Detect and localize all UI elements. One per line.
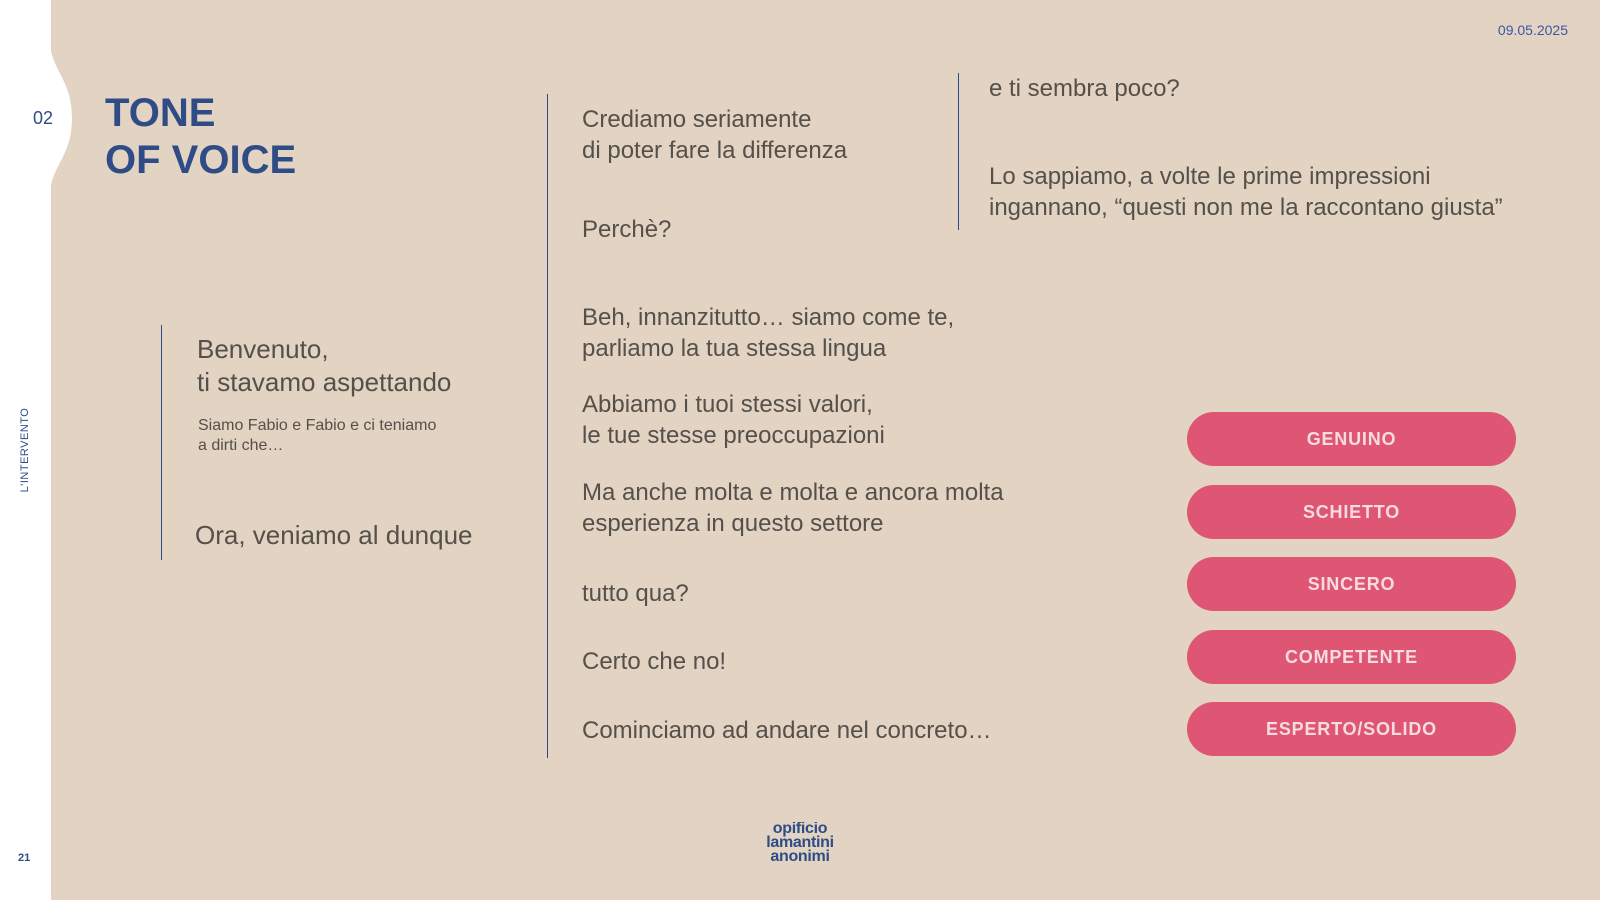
page-title-line2: OF VOICE	[105, 138, 297, 182]
tag-pill-schietto: SCHIETTO	[1187, 485, 1516, 539]
middle-paragraph-3	[582, 302, 954, 364]
middle-paragraph-4-line1: Abbiamo i tuoi stessi valori,	[582, 391, 873, 418]
logo-line3: anonimi	[770, 848, 830, 865]
middle-paragraph-4	[582, 389, 885, 451]
intro-subtext	[198, 416, 436, 456]
middle-paragraph-6: tutto qua?	[582, 580, 689, 607]
middle-paragraph-1	[582, 104, 847, 166]
tag-pill-genuino: GENUINO	[1187, 412, 1516, 466]
right-quote-2-line2: ingannano, “questi non me la raccontano giusta”	[989, 194, 1503, 221]
page-title	[105, 90, 296, 184]
intro-heading	[197, 333, 451, 399]
intro-subtext-line1: Siamo Fabio e Fabio e ci teniamo	[198, 417, 437, 434]
middle-paragraph-7: Certo che no!	[582, 648, 727, 675]
logo-line1: opificio	[772, 822, 828, 837]
document-date: 09.05.2025	[1497, 22, 1568, 38]
middle-paragraph-1-line1: Crediamo seriamente	[582, 106, 812, 133]
intro-heading-line1: Benvenuto,	[197, 334, 329, 364]
middle-paragraph-8: Cominciamo ad andare nel concreto…	[582, 717, 992, 744]
tag-pill-sincero: SINCERO	[1187, 557, 1516, 611]
intro-closing: Ora, veniamo al dunque	[195, 520, 473, 550]
middle-paragraph-3-line2: parliamo la tua stessa lingua	[582, 335, 887, 362]
middle-paragraph-3-line1: Beh, innanzitutto… siamo come te,	[582, 304, 955, 331]
page-number: 21	[18, 852, 31, 864]
logo-line2: lamantini	[766, 834, 834, 851]
middle-paragraph-1-line2: di poter fare la differenza	[582, 137, 848, 164]
middle-divider	[547, 94, 548, 758]
right-divider	[958, 73, 959, 230]
right-quote-1: e ti sembra poco?	[989, 75, 1180, 102]
middle-paragraph-2: Perchè?	[582, 216, 672, 243]
right-quote-2	[989, 161, 1503, 223]
intro-subtext-line2: a dirti che…	[198, 437, 284, 454]
tag-pill-competente: COMPETENTE	[1187, 630, 1516, 684]
intro-heading-line2: ti stavamo aspettando	[197, 367, 452, 397]
intro-divider	[161, 325, 162, 560]
page-title-line1: TONE	[105, 91, 216, 135]
middle-paragraph-5-line1: Ma anche molta e molta e ancora molta	[582, 479, 1004, 506]
middle-paragraph-4-line2: le tue stesse preoccupazioni	[582, 422, 885, 449]
section-number: 02	[33, 108, 54, 128]
middle-paragraph-5	[582, 477, 1004, 539]
brand-logo	[760, 822, 840, 866]
right-quote-2-line1: Lo sappiamo, a volte le prime impressioni	[989, 163, 1431, 190]
tag-pill-esperto-solido: ESPERTO/SOLIDO	[1187, 702, 1516, 756]
middle-paragraph-5-line2: esperienza in questo settore	[582, 510, 884, 537]
section-label: L'INTERVENTO	[19, 407, 31, 493]
